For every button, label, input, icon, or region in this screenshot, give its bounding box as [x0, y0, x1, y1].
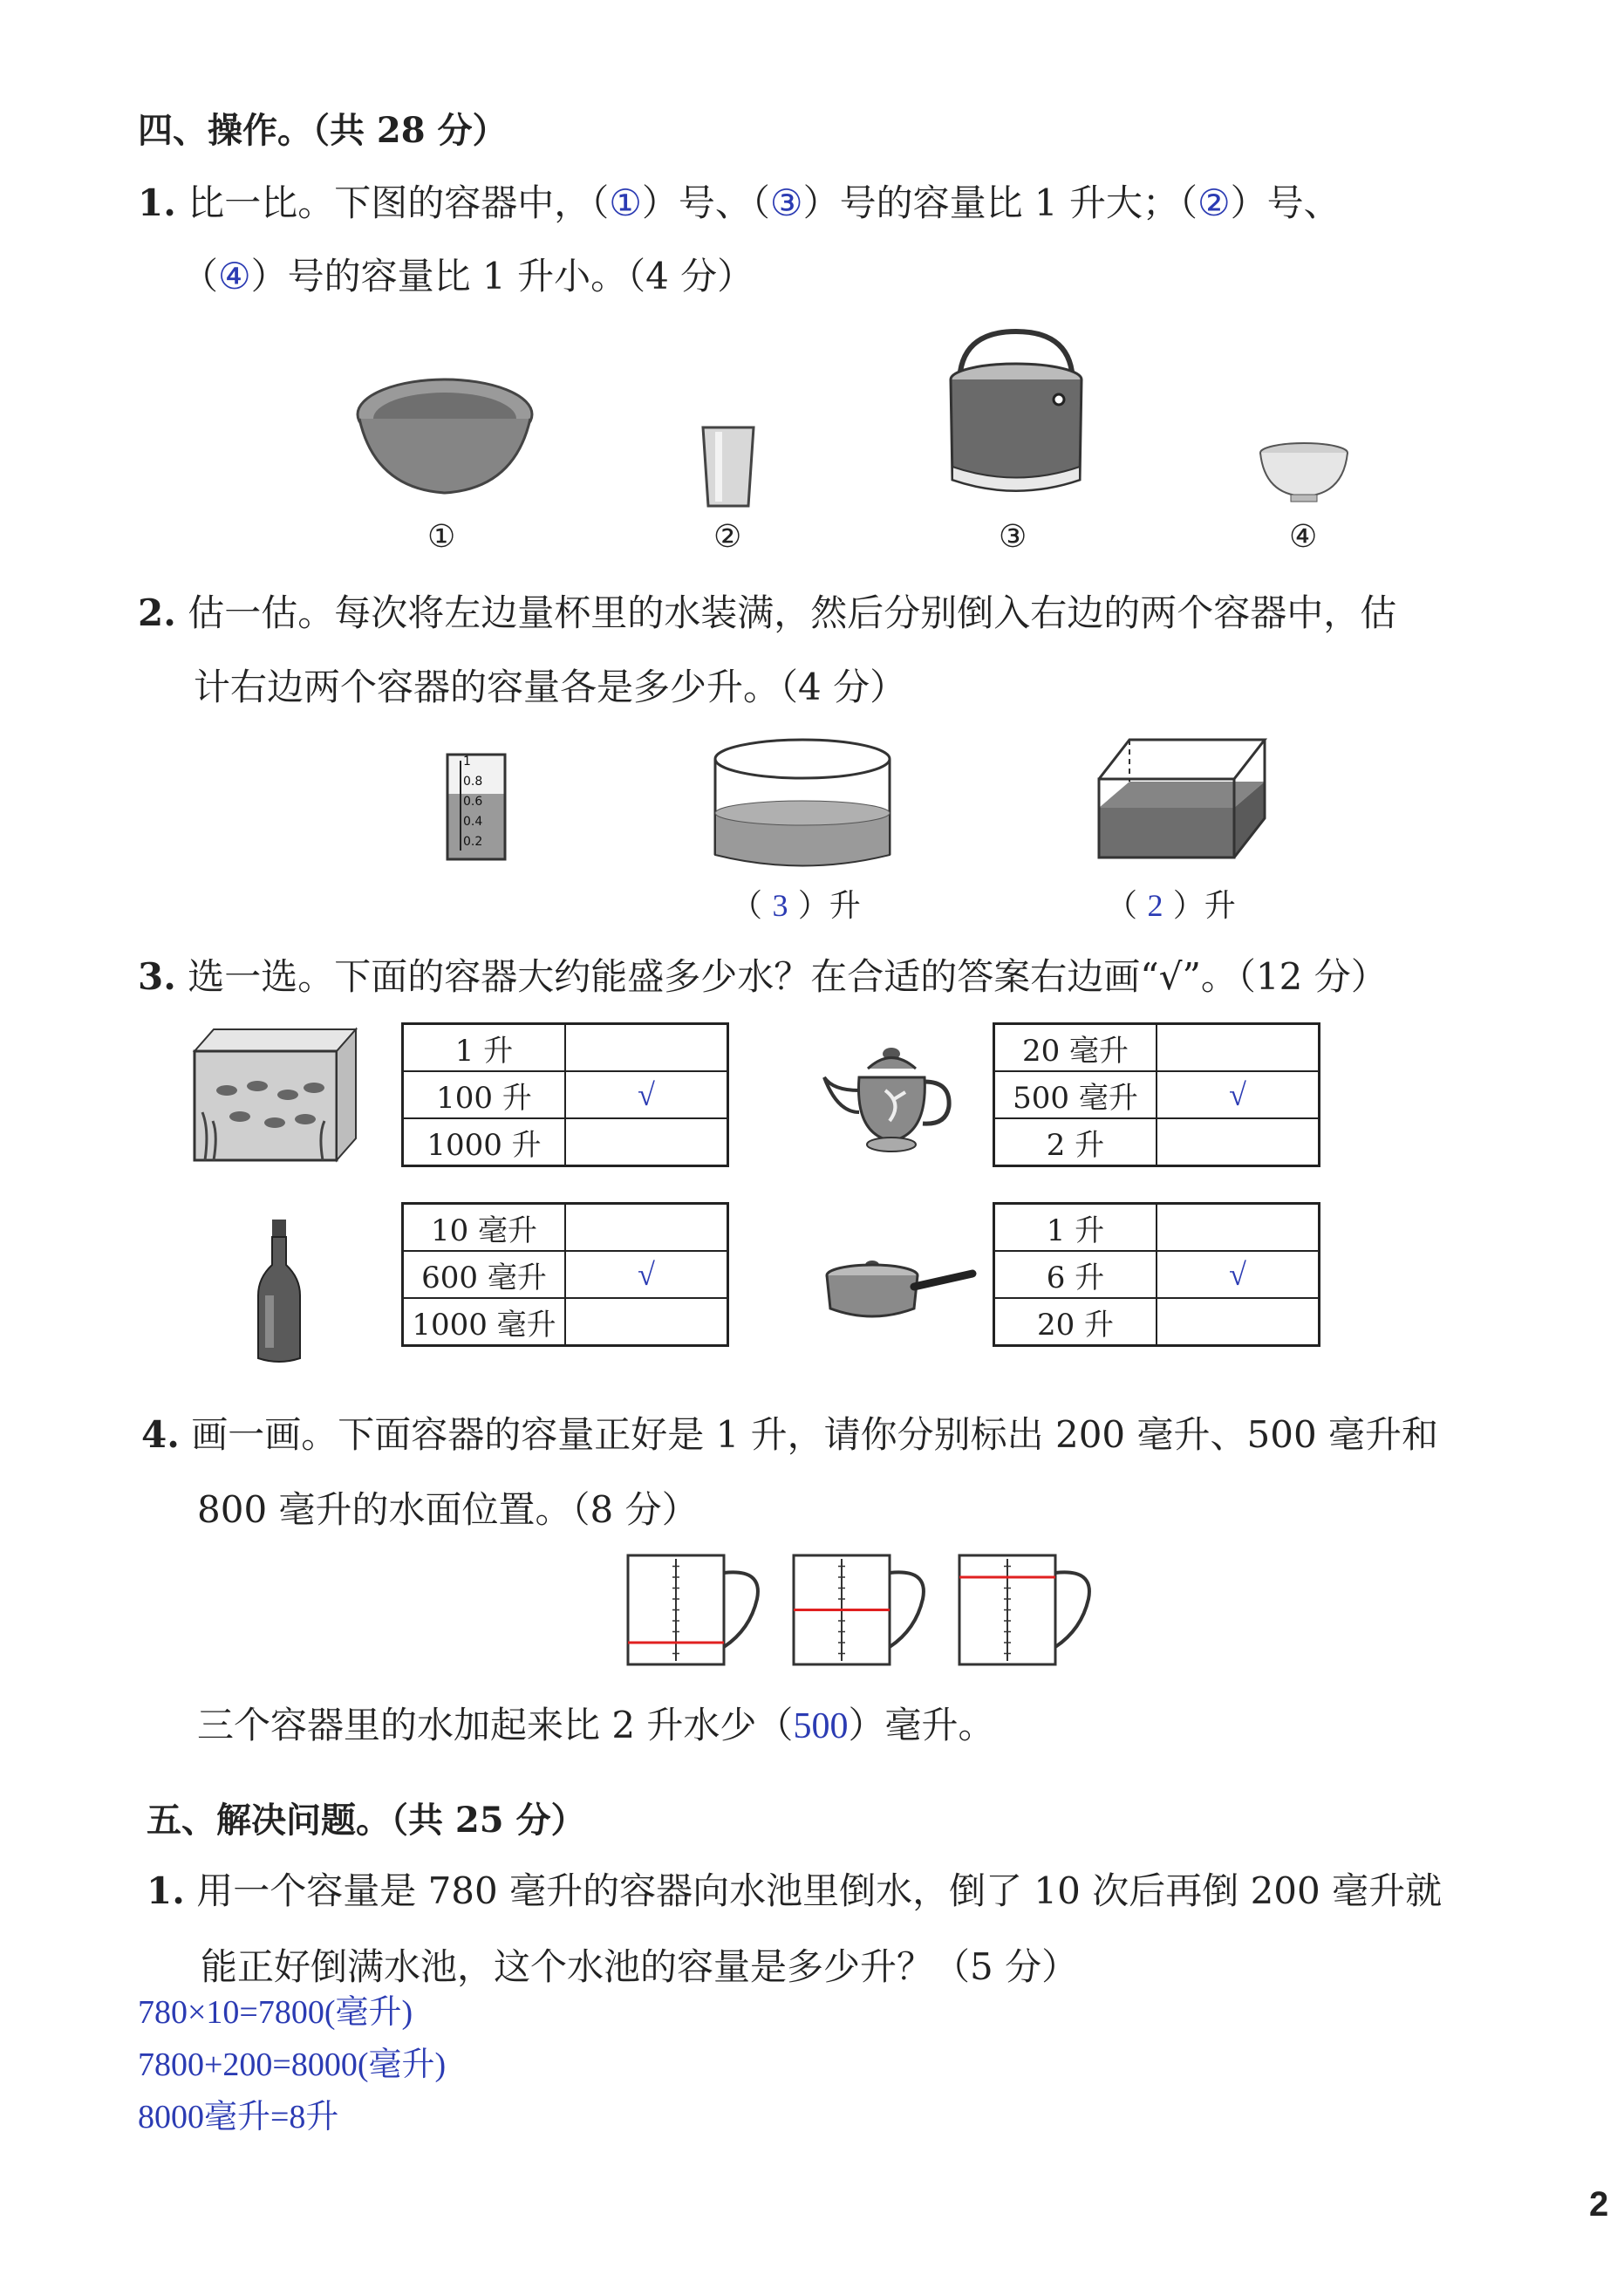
q2-answer-2: 2: [1147, 888, 1163, 923]
option-mark[interactable]: √: [565, 1071, 728, 1118]
option-label: 1000 毫升: [403, 1298, 566, 1346]
cup-tick-0.2: 0.2: [463, 835, 483, 849]
q1-text-d: ）号、: [1230, 181, 1341, 224]
q1-text-c: ）号的容量比 1 升大；（: [802, 181, 1198, 224]
q1-number: 1.: [138, 181, 176, 224]
q3-table-bottle: [401, 1202, 729, 1347]
mug-200ml: [628, 1555, 758, 1664]
q1-text-b: ）号、（: [641, 181, 770, 224]
table-row: [403, 1251, 728, 1298]
q3-line: [138, 948, 1388, 1001]
q2-line1: [138, 584, 1396, 637]
q2-unit-2: ）升: [1172, 888, 1236, 924]
bowl-image: [1256, 441, 1352, 506]
round-tank-image: [711, 733, 894, 872]
teapot-image: [820, 1029, 959, 1160]
table-row: [994, 1118, 1320, 1166]
q4-answer: 500: [793, 1706, 849, 1746]
measuring-cup-image: [443, 750, 513, 864]
q4-line1: [141, 1406, 1438, 1459]
q2-line2: 计右边两个容器的容量各是多少升。（4 分）: [194, 666, 907, 708]
option-label: 2 升: [994, 1118, 1157, 1166]
container-label-3: ③: [999, 519, 1027, 555]
option-label: 20 毫升: [994, 1024, 1157, 1072]
section-4-title: 四、操作。（共 28 分）: [138, 110, 508, 151]
option-label: 1 升: [994, 1204, 1157, 1252]
option-mark[interactable]: [565, 1118, 728, 1166]
q3-text: 选一选。下面的容器大约能盛多少水？在合适的答案右边画“√”。（12 分）: [188, 955, 1388, 998]
s5-q1-work-3: 8000毫升=8升: [138, 2099, 339, 2135]
table-row: [994, 1024, 1320, 1072]
table-row: [403, 1024, 728, 1072]
q1-answer-3: ②: [1198, 184, 1231, 224]
q2-answer-2-row: [1106, 881, 1236, 926]
q3-number: 3.: [138, 955, 176, 998]
s5-q1-work-2: 7800+200=8000(毫升): [138, 2046, 447, 2083]
q1-answer-1: ①: [609, 184, 642, 224]
q4-text-1: 画一画。下面容器的容量正好是 1 升，请你分别标出 200 毫升、500 毫升和: [191, 1413, 1439, 1456]
option-label: 10 毫升: [403, 1204, 566, 1252]
glass-image: [698, 423, 759, 510]
cup-tick-0.6: 0.6: [463, 795, 483, 809]
q1-answer-2: ③: [769, 184, 803, 224]
mug-handle: [1055, 1572, 1089, 1647]
option-label: 1000 升: [403, 1118, 566, 1166]
q3-table-pot: [993, 1202, 1320, 1347]
q2-answer-1-row: [731, 881, 861, 926]
q2-number: 2.: [138, 591, 176, 634]
cup-tick-0.8: 0.8: [463, 775, 483, 789]
page-number: 2: [1589, 2185, 1609, 2224]
q4-line2: 800 毫升的水面位置。（8 分）: [197, 1488, 699, 1531]
q1-line2: [181, 248, 754, 300]
table-row: [403, 1204, 728, 1252]
table-row: [994, 1071, 1320, 1118]
option-mark[interactable]: [1157, 1204, 1320, 1252]
container-label-1: ①: [427, 519, 456, 555]
table-row: [994, 1251, 1320, 1298]
q4-number: 4.: [141, 1413, 180, 1456]
mug-800ml: [959, 1555, 1089, 1664]
option-mark[interactable]: [565, 1024, 728, 1072]
cup-tick-1: 1: [463, 755, 471, 769]
q1-text-f: ）号的容量比 1 升小。（4 分）: [250, 255, 754, 297]
container-label-2: ②: [713, 519, 742, 555]
table-row: [403, 1298, 728, 1346]
mugs-drawing: [624, 1548, 1099, 1671]
q1-text-e: （: [181, 255, 219, 297]
option-label: 6 升: [994, 1251, 1157, 1298]
option-label: 500 毫升: [994, 1071, 1157, 1118]
option-label: 100 升: [403, 1071, 566, 1118]
option-mark[interactable]: [565, 1298, 728, 1346]
table-row: [994, 1298, 1320, 1346]
q4-summary: [197, 1697, 994, 1749]
option-mark[interactable]: [1157, 1298, 1320, 1346]
basin-image: [349, 371, 541, 502]
mug-handle: [890, 1572, 924, 1647]
q4-summary-b: ）毫升。: [848, 1704, 995, 1746]
container-label-4: ④: [1289, 519, 1318, 555]
option-mark[interactable]: [565, 1204, 728, 1252]
s5-q1-line2: 能正好倒满水池，这个水池的容量是多少升？（5 分）: [201, 1945, 1079, 1988]
mug-500ml: [794, 1555, 924, 1664]
q3-table-fish-tank: [401, 1022, 729, 1167]
q1-line1: [138, 174, 1341, 227]
fish-tank-image: [192, 1025, 358, 1165]
q3-table-teapot: [993, 1022, 1320, 1167]
s5-q1-number: 1.: [147, 1869, 185, 1912]
q2-answer-1: 3: [772, 888, 788, 923]
option-mark[interactable]: √: [565, 1251, 728, 1298]
option-mark[interactable]: √: [1157, 1071, 1320, 1118]
table-row: [403, 1071, 728, 1118]
table-row: [403, 1118, 728, 1166]
bucket-image: [942, 323, 1090, 506]
option-label: 20 升: [994, 1298, 1157, 1346]
pot-image: [820, 1247, 977, 1326]
option-label: 600 毫升: [403, 1251, 566, 1298]
q2-text-1: 估一估。每次将左边量杯里的水装满，然后分别倒入右边的两个容器中，估: [188, 591, 1397, 634]
q2-paren-open-2: （: [1106, 888, 1138, 924]
option-label: 1 升: [403, 1024, 566, 1072]
section-5-title: 五、解决问题。（共 25 分）: [147, 1800, 586, 1841]
option-mark[interactable]: [1157, 1118, 1320, 1166]
option-mark[interactable]: [1157, 1024, 1320, 1072]
cup-tick-0.4: 0.4: [463, 815, 483, 829]
q2-unit-1: ）升: [797, 888, 861, 924]
box-tank-image: [1095, 731, 1269, 862]
q1-answer-4: ④: [218, 257, 251, 297]
s5-q1-text-1: 用一个容量是 780 毫升的容器向水池里倒水，倒了 10 次后再倒 200 毫升就: [196, 1869, 1443, 1912]
mug-handle: [724, 1572, 758, 1647]
bottle-image: [253, 1217, 305, 1365]
option-mark[interactable]: √: [1157, 1251, 1320, 1298]
table-row: [994, 1204, 1320, 1252]
q1-text-a: 比一比。下图的容器中，（: [188, 181, 610, 224]
s5-q1-work-1: 780×10=7800(毫升): [138, 1994, 413, 2031]
s5-q1-line1: [147, 1862, 1442, 1915]
q4-summary-a: 三个容器里的水加起来比 2 升水少（: [197, 1704, 794, 1746]
q2-paren-open-1: （: [731, 888, 763, 924]
